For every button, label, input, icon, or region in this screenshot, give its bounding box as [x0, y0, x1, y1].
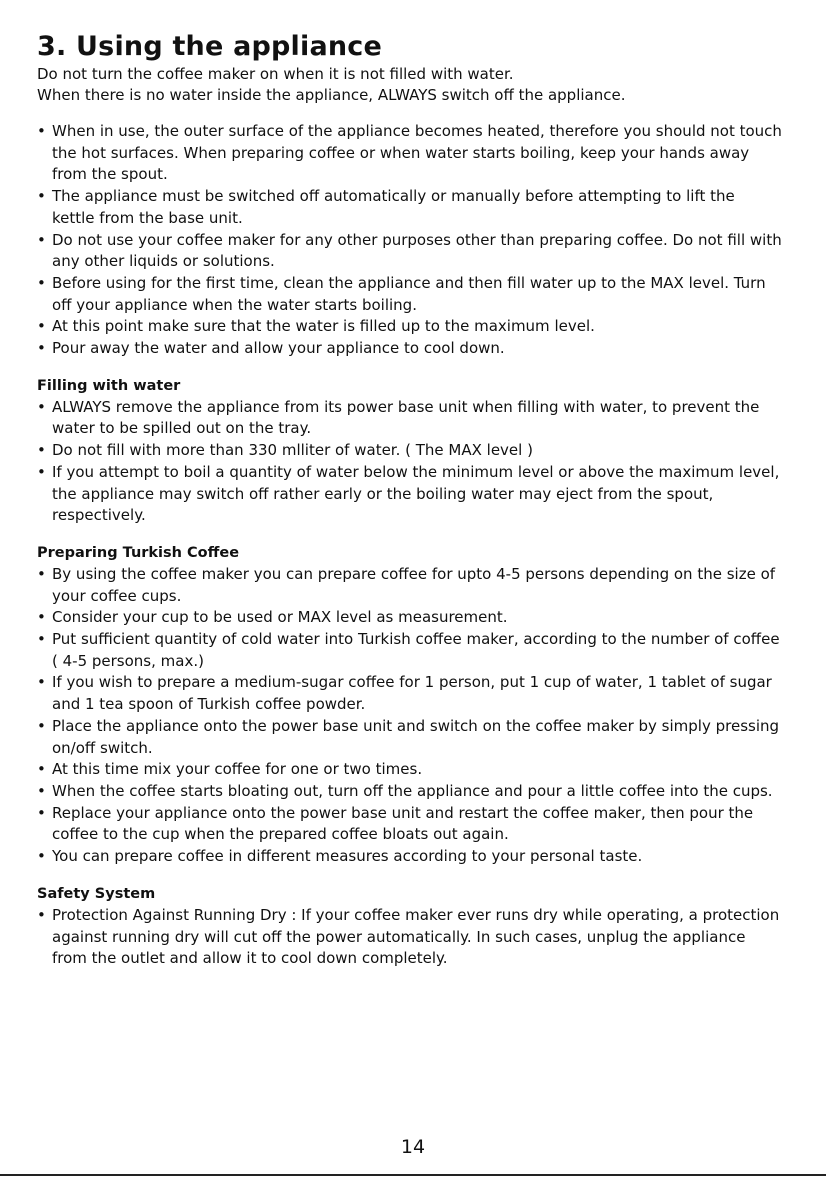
- section-filling-with-water: [37, 376, 782, 527]
- intro-line: When there is no water inside the appliance, ALWAYS switch off the appliance.: [37, 86, 626, 104]
- bullet-item: • Protection Against Running Dry : If your coffee maker ever runs dry while operating, a protection against running dry will cut off the power automatically. In such cases, unplug the appliance from the outlet and allow it to cool down completely.: [37, 905, 782, 970]
- bullet-item: • ALWAYS remove the appliance from its power base unit when filling with water, to prevent the water to be spilled out on the tray.: [37, 397, 782, 440]
- bullet-item: • Do not use your coffee maker for any other purposes other than preparing coffee. Do not fill with any other liquids or solutions.: [37, 230, 782, 273]
- bullet-item: • Put sufficient quantity of cold water into Turkish coffee maker, according to the number of coffee ( 4-5 persons, max.): [37, 629, 782, 672]
- bullet-item: • Replace your appliance onto the power base unit and restart the coffee maker, then pour the coffee to the cup when the prepared coffee bloats out again.: [37, 803, 782, 846]
- general-bullet-list: [37, 121, 782, 360]
- bullet-item: • At this time mix your coffee for one or two times.: [37, 759, 782, 781]
- safety-bullet-list: [37, 905, 782, 970]
- section-heading: Filling with water: [37, 377, 181, 394]
- bullet-item: • If you wish to prepare a medium-sugar coffee for 1 person, put 1 cup of water, 1 tablet of sugar and 1 tea spoon of Turkish coffee powder.: [37, 672, 782, 715]
- bullet-item: • Consider your cup to be used or MAX level as measurement.: [37, 607, 782, 629]
- bullet-item: • You can prepare coffee in different measures according to your personal taste.: [37, 846, 782, 868]
- page-title: 3. Using the appliance: [37, 31, 383, 62]
- bullet-item: • By using the coffee maker you can prepare coffee for upto 4-5 persons depending on the size of your coffee cups.: [37, 564, 782, 607]
- bullet-item: • The appliance must be switched off automatically or manually before attempting to lift the kettle from the base unit.: [37, 186, 782, 229]
- section-heading: Safety System: [37, 885, 156, 902]
- bottom-rule: [0, 1174, 826, 1176]
- bullet-item: • Before using for the first time, clean the appliance and then fill water up to the MAX level. Turn off your appliance when the water starts boiling.: [37, 273, 782, 316]
- page-number: 14: [400, 1136, 426, 1158]
- intro-line: Do not turn the coffee maker on when it is not filled with water.: [37, 65, 514, 83]
- section-preparing-turkish-coffee: [37, 543, 782, 868]
- section-heading: Preparing Turkish Coffee: [37, 544, 240, 561]
- bullet-item: • Do not fill with more than 330 mlliter of water. ( The MAX level ): [37, 440, 782, 462]
- preparing-bullet-list: [37, 564, 782, 868]
- bullet-item: • When the coffee starts bloating out, turn off the appliance and pour a little coffee into the cups.: [37, 781, 782, 803]
- intro-block: [37, 64, 782, 106]
- bullet-item: • Place the appliance onto the power base unit and switch on the coffee maker by simply pressing on/off switch.: [37, 716, 782, 759]
- section-safety-system: [37, 884, 782, 970]
- bullet-item: • If you attempt to boil a quantity of water below the minimum level or above the maximum level, the appliance may switch off rather early or the boiling water may eject from the spout, respectively.: [37, 462, 782, 527]
- bullet-item: • At this point make sure that the water is filled up to the maximum level.: [37, 316, 782, 338]
- filling-bullet-list: [37, 397, 782, 527]
- manual-page: [37, 30, 782, 970]
- bullet-item: • Pour away the water and allow your appliance to cool down.: [37, 338, 782, 360]
- bullet-item: • When in use, the outer surface of the appliance becomes heated, therefore you should not touch the hot surfaces. When preparing coffee or when water starts boiling, keep your hands away from the spout.: [37, 121, 782, 186]
